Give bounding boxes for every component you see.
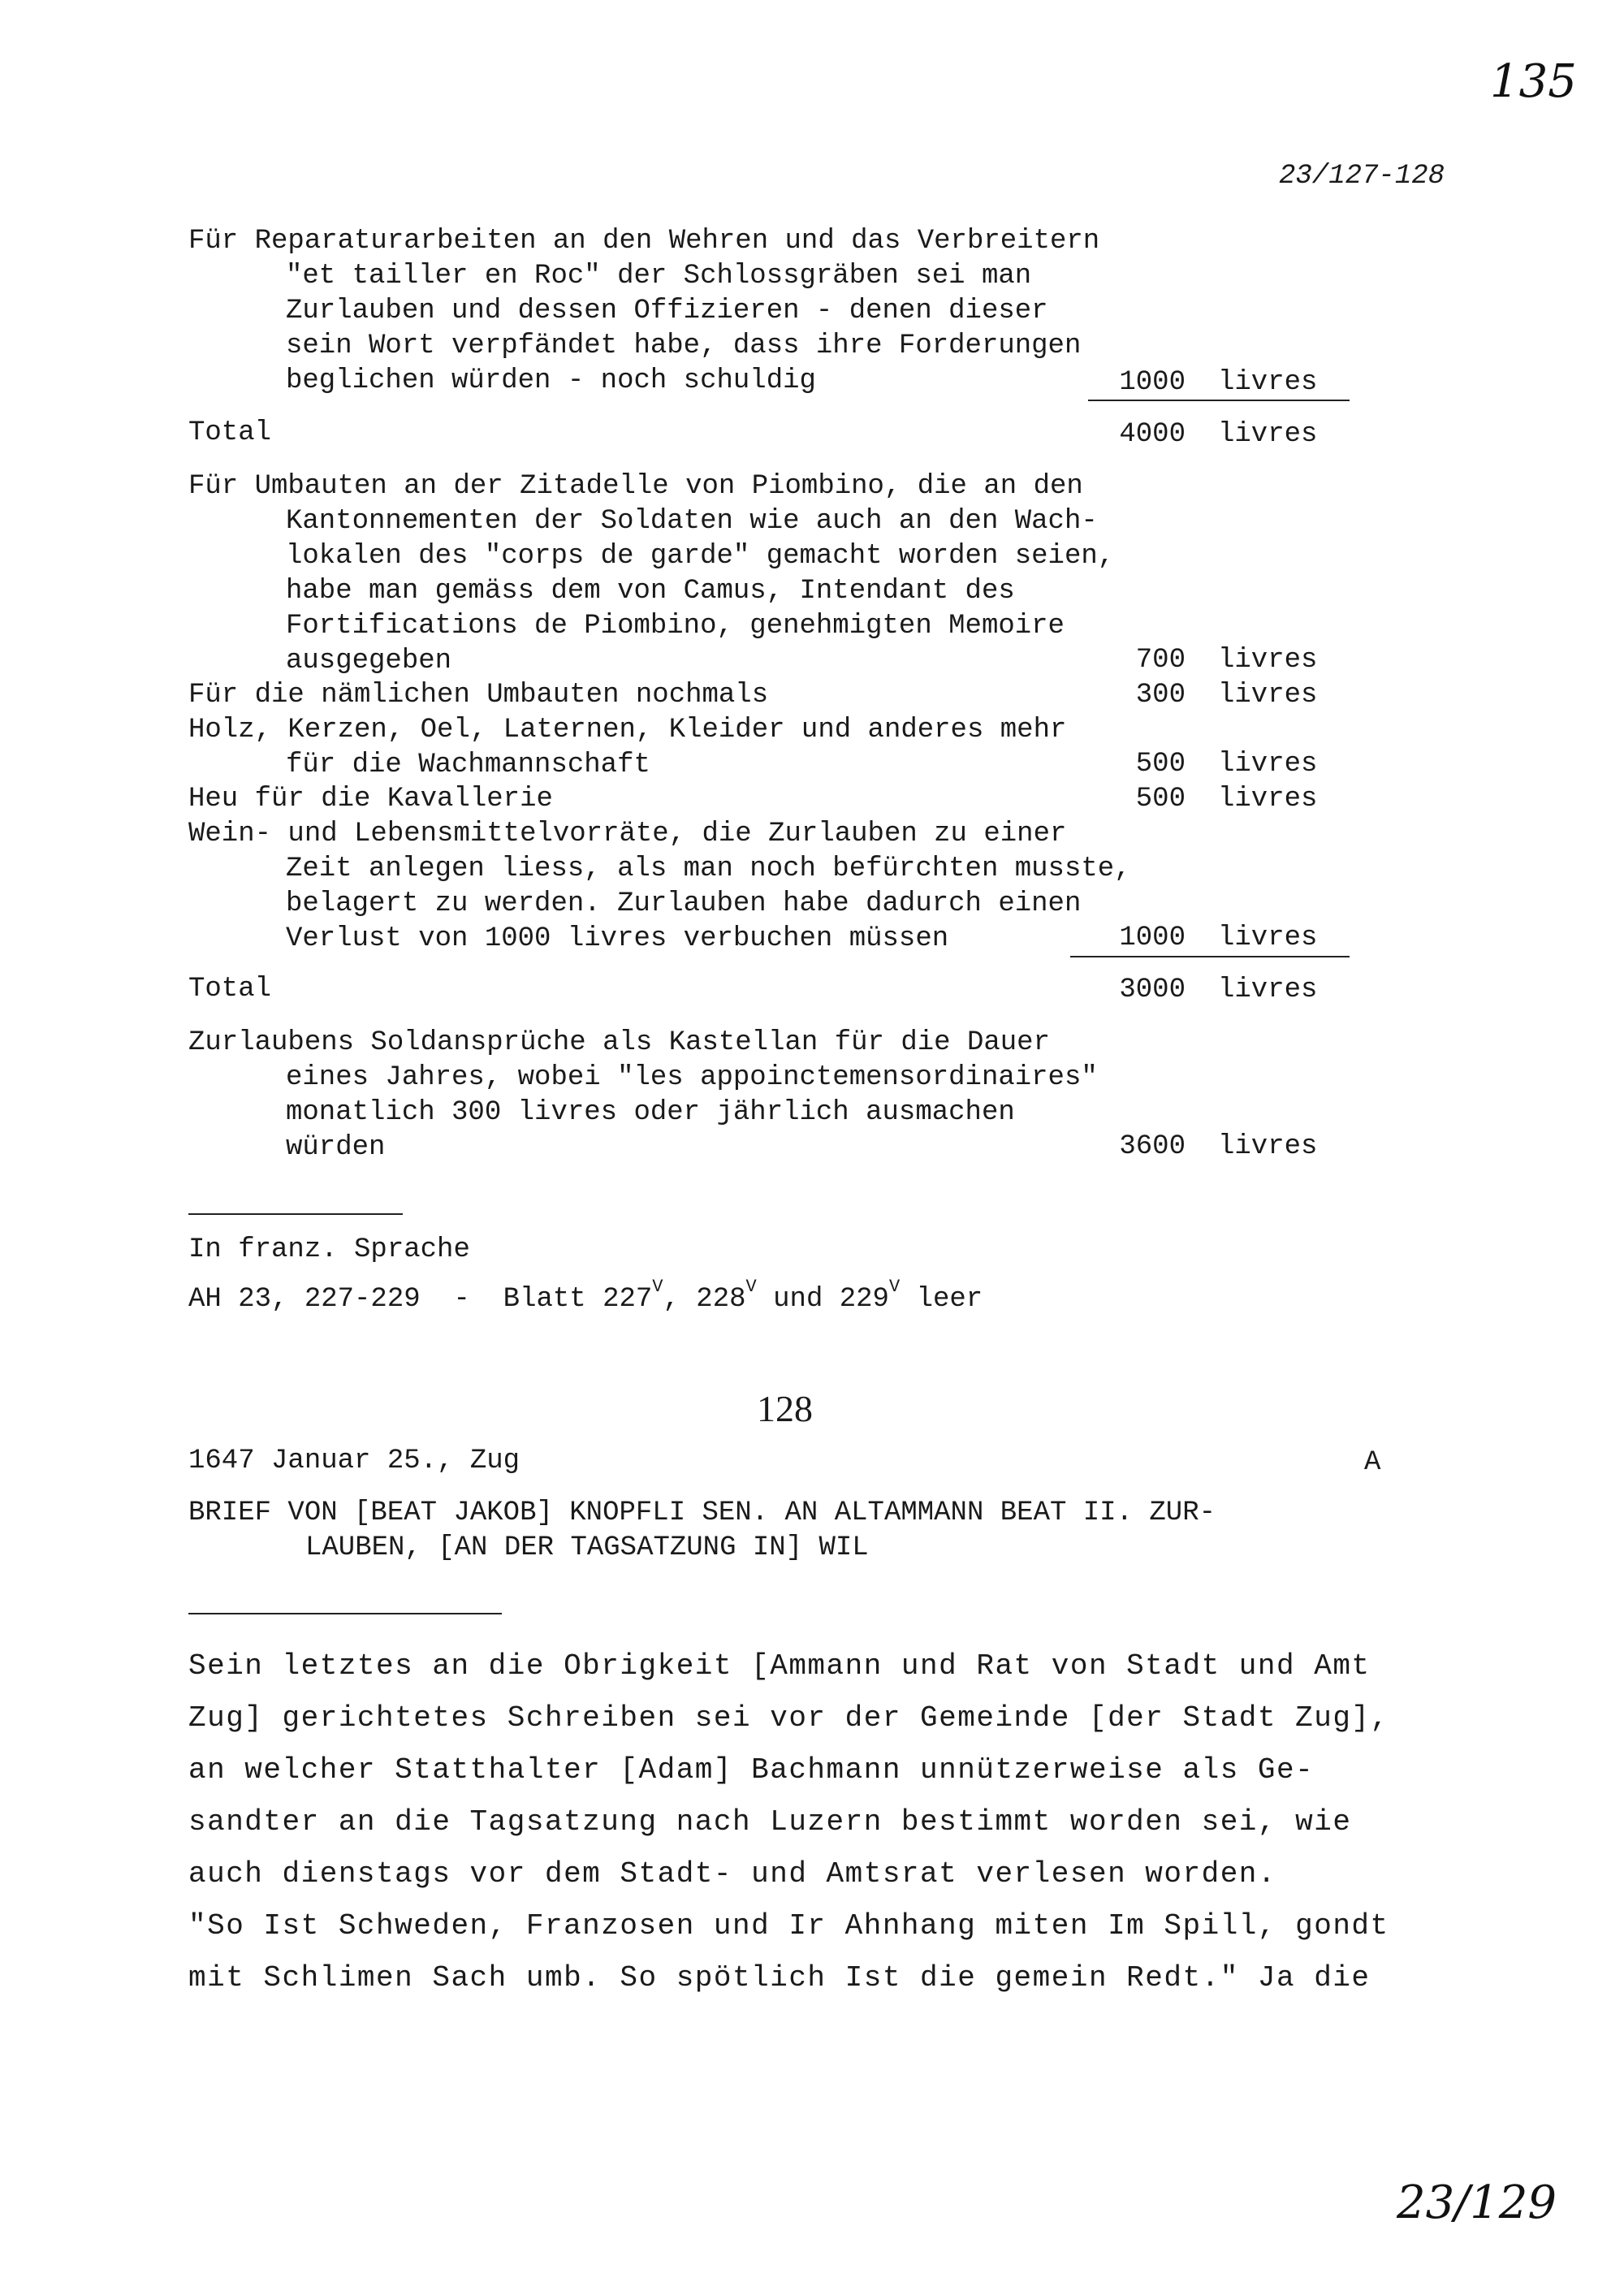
verso-mark: V [652, 1277, 663, 1297]
entry-unit: livres [1218, 749, 1318, 780]
entry-amount: 1000 [1119, 367, 1186, 398]
entry-unit: livres [1218, 1131, 1318, 1162]
verso-mark: V [888, 1277, 901, 1297]
entry-line: sein Wort verpfändet habe, dass ihre Forderungen [286, 331, 1082, 361]
entry-line: Kantonnementen der Soldaten wie auch an den Wach- [286, 506, 1098, 537]
entry-line: lokalen des "corps de garde" gemacht worden seien, [286, 541, 1115, 572]
ledger-entry-supplies [188, 713, 1122, 783]
total-amount: 4000 [1119, 419, 1186, 450]
entry-amount: 500 [1135, 784, 1186, 815]
entry-line: Für Umbauten an der Zitadelle von Piombino, die an den [188, 471, 1083, 502]
entry-line: Zurlaubens Soldansprüche als Kastellan für die Dauer [188, 1027, 1050, 1058]
ledger-entry-hay [188, 782, 1122, 817]
total-amount: 3000 [1119, 975, 1186, 1005]
ledger-entry-repairs [188, 224, 1122, 399]
entry-line: eines Jahres, wobei "les appoinctemensordinaires" [286, 1062, 1098, 1093]
entry-unit: livres [1218, 645, 1318, 676]
total-unit: livres [1218, 975, 1318, 1005]
total-label: Total [188, 417, 272, 448]
note-source-text: leer [900, 1284, 983, 1315]
entry-unit: livres [1218, 367, 1318, 398]
entry-amount: 300 [1135, 680, 1186, 711]
footnote-rule [188, 1213, 403, 1215]
document-date-place: 1647 Januar 25., Zug [188, 1446, 520, 1476]
entry-line: "et tailler en Roc" der Schlossgräben sei man [286, 261, 1032, 292]
total-unit: livres [1218, 419, 1318, 450]
handwritten-folio: 23/129 [1397, 2176, 1557, 2229]
entry-line: würden [286, 1132, 386, 1163]
entry-line: für die Wachmannschaft [286, 750, 650, 780]
document-number: 128 [757, 1388, 813, 1429]
entry-unit: livres [1218, 923, 1318, 953]
body-line: an welcher Statthalter [Adam] Bachmann unnützerweise als Ge- [188, 1753, 1315, 1787]
entry-line: Für die nämlichen Umbauten nochmals [188, 680, 769, 711]
body-line: Sein letztes an die Obrigkeit [Ammann und Rat von Stadt und Amt [188, 1649, 1371, 1683]
ledger-entry-soldier-claims [188, 1026, 1122, 1165]
entry-line: Verlust von 1000 livres verbuchen müssen [286, 923, 949, 954]
total-label: Total [188, 974, 272, 1005]
entry-line: Für Reparaturarbeiten an den Wehren und das Verbreitern [188, 226, 1100, 257]
document-title-line-2: LAUBEN, [AN DER TAGSATZUNG IN] WIL [305, 1532, 869, 1563]
entry-line: Holz, Kerzen, Oel, Laternen, Kleider und anderes mehr [188, 715, 1067, 746]
ledger-entry-provisions [188, 817, 1131, 957]
entry-amount: 700 [1135, 645, 1186, 676]
heading-rule [188, 1613, 502, 1614]
entry-line: Wein- und Lebensmittelvorräte, die Zurlauben zu einer [188, 819, 1067, 849]
body-line: "So Ist Schweden, Franzosen und Ir Ahnhang miten Im Spill, gondt [188, 1909, 1389, 1943]
body-line: mit Schlimen Sach umb. So spötlich Ist die gemein Redt." Ja die [188, 1961, 1371, 1995]
entry-line: beglichen würden - noch schuldig [286, 365, 816, 396]
entry-line: belagert zu werden. Zurlauben habe dadurch einen [286, 888, 1082, 919]
note-source-text: , 228 [663, 1284, 746, 1315]
entry-amount: 1000 [1119, 923, 1186, 953]
note-source-text: und 229 [756, 1284, 889, 1315]
entry-amount: 3600 [1119, 1131, 1186, 1162]
body-line: sandter an die Tagsatzung nach Luzern bestimmt worden sei, wie [188, 1805, 1352, 1839]
entry-line: Fortifications de Piombino, genehmigten Memoire [286, 611, 1065, 642]
document-mark: A [1364, 1447, 1381, 1478]
body-line: auch dienstags vor dem Stadt- und Amtsrat verlesen worden. [188, 1857, 1277, 1891]
entry-line: habe man gemäss dem von Camus, Intendant des [286, 576, 1015, 607]
sum-rule [1088, 400, 1350, 401]
entry-amount: 500 [1135, 749, 1186, 780]
handwritten-page-number: 135 [1490, 55, 1577, 108]
reference-number: 23/127-128 [1279, 161, 1445, 192]
ledger-entry-citadel [188, 469, 1122, 679]
entry-line: Zurlauben und dessen Offizieren - denen dieser [286, 296, 1048, 326]
entry-line: ausgegeben [286, 646, 452, 676]
body-line: Zug] gerichtetes Schreiben sei vor der Gemeinde [der Stadt Zug], [188, 1701, 1389, 1735]
sum-rule [1070, 956, 1350, 957]
entry-line: Heu für die Kavallerie [188, 784, 553, 815]
verso-mark: V [745, 1277, 757, 1297]
entry-unit: livres [1218, 784, 1318, 815]
note-source-text: AH 23, 227-229 - Blatt 227 [188, 1284, 653, 1315]
document-title-line-1: BRIEF VON [BEAT JAKOB] KNOPFLI SEN. AN ALTAMMANN BEAT II. ZUR- [188, 1498, 1216, 1528]
note-source [188, 1269, 983, 1317]
entry-unit: livres [1218, 680, 1318, 711]
ledger-entry-renovations [188, 678, 1122, 713]
ledger-total-2 [188, 972, 1122, 1007]
entry-line: monatlich 300 livres oder jährlich ausmachen [286, 1097, 1015, 1128]
entry-line: Zeit anlegen liess, als man noch befürchten musste, [286, 854, 1131, 884]
ledger-total-1 [188, 416, 1122, 451]
note-language: In franz. Sprache [188, 1234, 470, 1265]
